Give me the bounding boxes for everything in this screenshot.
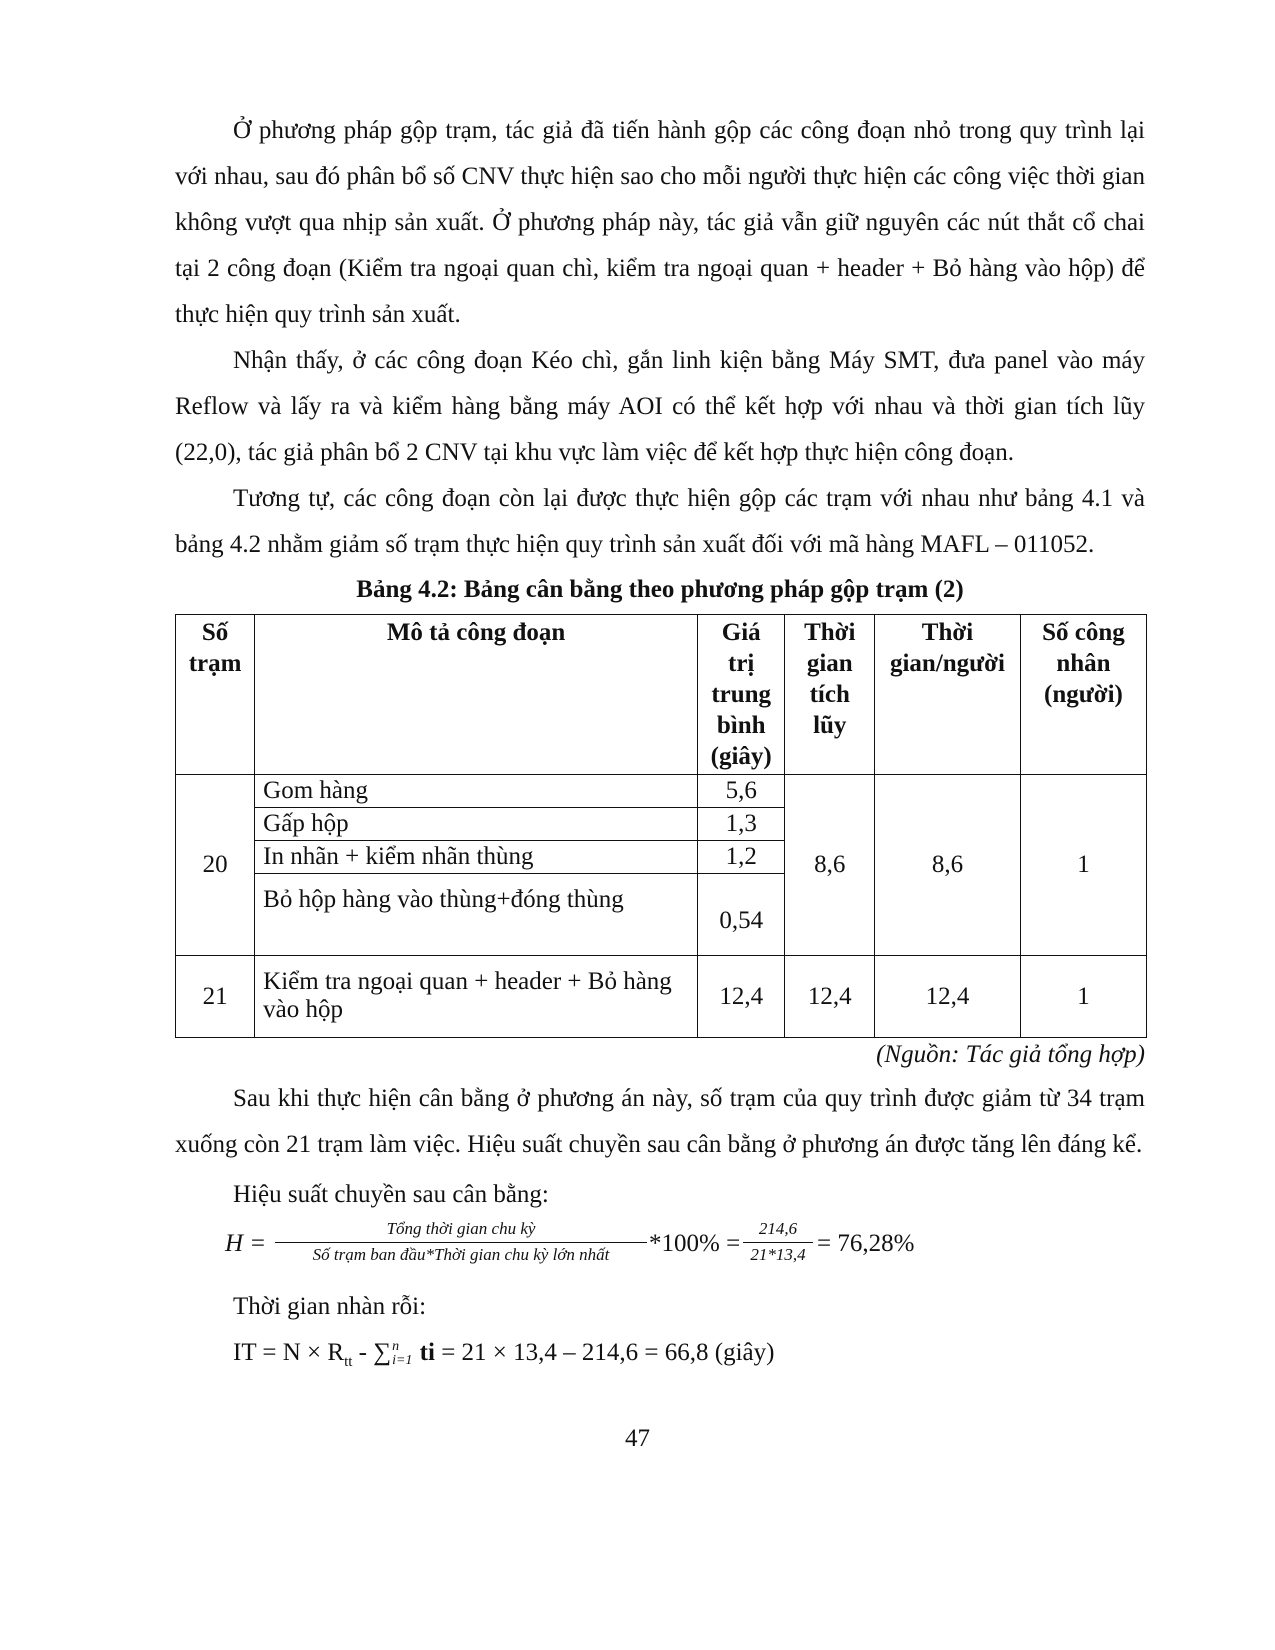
cumulative-cell: 8,6 [785, 775, 875, 956]
idle-formula-ti: ti [413, 1339, 435, 1366]
per-person-cell: 8,6 [875, 775, 1021, 956]
table-source: (Nguồn: Tác giả tổng hợp) [876, 1041, 1145, 1068]
fraction-1-numerator: Tổng thời gian chu kỳ [275, 1218, 647, 1243]
workers-cell: 1 [1020, 956, 1146, 1038]
step-description: Kiểm tra ngoại quan + header + Bỏ hàng vào hộp [255, 956, 698, 1038]
step-value: 1,2 [697, 841, 785, 874]
step-description: Gom hàng [255, 775, 698, 808]
idle-formula-sum: - ∑ [352, 1339, 392, 1366]
page-number: 47 [625, 1425, 650, 1452]
workers-cell: 1 [1020, 775, 1146, 956]
idle-time-formula [175, 1330, 1145, 1385]
fraction-1-denominator: Số trạm ban đầu*Thời gian chu kỳ lớn nhất [312, 1245, 610, 1264]
sum-lower: i=1 [392, 1353, 413, 1369]
step-value: 1,3 [697, 808, 785, 841]
fraction-2-numerator: 214,6 [743, 1218, 813, 1243]
station-cell: 21 [176, 956, 255, 1038]
formula-fraction-2 [743, 1218, 813, 1267]
table-caption: Bảng 4.2: Bảng cân bằng theo phương pháp gộp trạm (2) [356, 576, 964, 603]
step-value: 0,54 [697, 874, 785, 956]
header-cumulative-time: Thời gian tích lũy [785, 615, 875, 775]
idle-formula-left: IT = N × R [233, 1339, 345, 1366]
fraction-2-denominator: 21*13,4 [750, 1245, 806, 1264]
sum-limits [392, 1340, 412, 1368]
cumulative-cell: 12,4 [785, 956, 875, 1038]
paragraph-2: Nhận thấy, ở các công đoạn Kéo chì, gắn linh kiện bằng Máy SMT, đưa panel vào máy Reflow và lấy ra và kiểm hàng bằng máy AOI có thể kết hợp với nhau và thời gian tích lũy (22,0), tác giả phân bổ 2 CNV tại khu vực làm việc để kết hợp thực hiện công đoạn. [175, 347, 1145, 466]
formula-fraction-1 [275, 1218, 647, 1267]
header-description: Mô tả công đoạn [255, 615, 698, 775]
efficiency-formula [175, 1218, 1145, 1284]
efficiency-label: Hiệu suất chuyền sau cân bằng: [233, 1181, 549, 1208]
station-cell: 20 [176, 775, 255, 956]
table-row [176, 775, 1147, 808]
formula-multiplier: *100% = [649, 1230, 741, 1257]
paragraph-3: Tương tự, các công đoạn còn lại được thực hiện gộp các trạm với nhau như bảng 4.1 và bảng 4.2 nhằm giảm số trạm thực hiện quy trình sản xuất đối với mã hàng MAFL – 011052. [175, 485, 1145, 558]
table-row [176, 956, 1147, 1038]
per-person-cell: 12,4 [875, 956, 1021, 1038]
step-description: Gấp hộp [255, 808, 698, 841]
balance-table [175, 614, 1147, 1038]
sum-upper: n [392, 1339, 400, 1355]
formula-lhs: H = [225, 1230, 267, 1257]
paragraph-1: Ở phương pháp gộp trạm, tác giả đã tiến hành gộp các công đoạn nhỏ trong quy trình lại với nhau, sau đó phân bổ số CNV thực hiện sao cho mỗi người thực hiện các công việc thời gian không vượt qua nhịp sản xuất. Ở phương pháp này, tác giả vẫn giữ nguyên các nút thắt cổ chai tại 2 công đoạn (Kiểm tra ngoại quan chì, kiểm tra ngoại quan + header + Bỏ hàng vào hộp) để thực hiện quy trình sản xuất. [175, 117, 1145, 328]
idle-formula-right: = 21 × 13,4 – 214,6 = 66,8 (giây) [434, 1339, 775, 1366]
paragraph-after-table: Sau khi thực hiện cân bằng ở phương án này, số trạm của quy trình được giảm từ 34 trạm xuống còn 21 trạm làm việc. Hiệu suất chuyền sau cân bằng ở phương án được tăng lên đáng kể. [175, 1085, 1145, 1158]
step-description: Bỏ hộp hàng vào thùng+đóng thùng [255, 874, 698, 956]
idle-time-label: Thời gian nhàn rỗi: [233, 1293, 427, 1320]
header-station: Số trạm [176, 615, 255, 775]
table-header-row [176, 615, 1147, 775]
header-workers: Số công nhân (người) [1020, 615, 1146, 775]
header-time-per-person: Thời gian/người [875, 615, 1021, 775]
step-value: 12,4 [697, 956, 785, 1038]
step-value: 5,6 [697, 775, 785, 808]
document-page [175, 108, 1145, 1385]
header-avg-value: Giá trị trung bình (giây) [697, 615, 785, 775]
step-description: In nhãn + kiểm nhãn thùng [255, 841, 698, 874]
formula-result: = 76,28% [817, 1230, 915, 1257]
idle-formula-sub: tt [344, 1354, 353, 1370]
